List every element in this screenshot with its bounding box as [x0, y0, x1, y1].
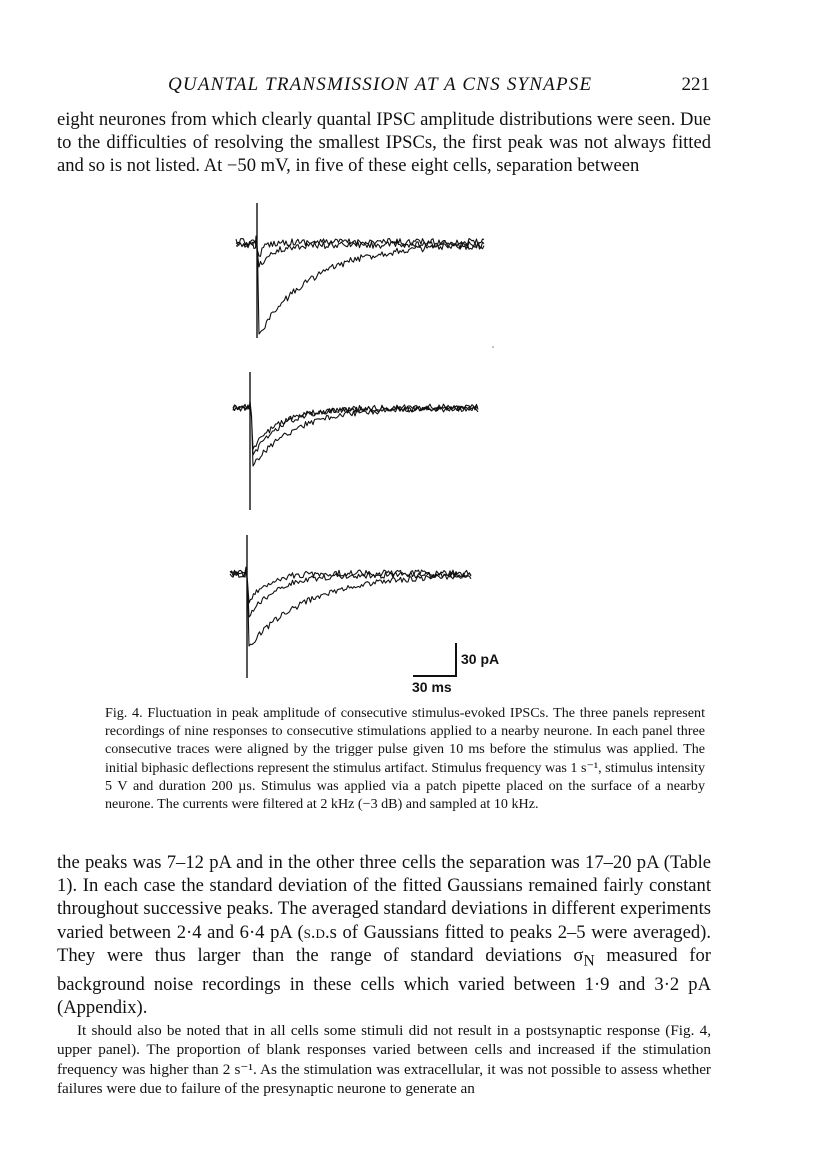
figure-caption: [105, 704, 705, 813]
running-title: QUANTAL TRANSMISSION AT A CNS SYNAPSE: [168, 74, 593, 95]
scale-bar-horizontal-label: 30 ms: [412, 679, 452, 695]
body-mid-text-2: s of Gaussians fitted to peaks 2–5 were averaged). They were thus larger than the range of standard deviations σ: [57, 921, 711, 966]
panel-2-traces: [233, 401, 478, 466]
caption-label: Fig. 4.: [105, 705, 143, 721]
panel-1-traces: [236, 236, 484, 334]
page-number: 221: [681, 74, 710, 95]
body-mid-text-3: measured for background noise recordings in these cells which varied between 1·9 and 3·2 pA (Appendix).: [57, 944, 711, 1018]
sd-abbreviation: s.d.: [303, 921, 330, 943]
scale-bar: [412, 643, 499, 695]
body-paragraph-top: eight neurones from which clearly quantal IPSC amplitude distributions were seen. Due to the difficulties of resolving the smallest IPSCs, the first peak was not always fitted and so is not listed. At −50 mV, in five of these eight cells, separation between: [57, 109, 711, 177]
panel-3-traces: [230, 567, 471, 646]
body-paragraph-small: It should also be noted that in all cells some stimuli did not result in a postsynaptic response (Fig. 4, upper panel). The proportion of blank responses varied between cells and increased if the stimulation frequency was higher than 2 s⁻¹. As the stimulation was extracellular, it was not possible to assess whether failures were due to failure of the presynaptic neurone to generate an: [57, 1022, 711, 1098]
scale-bar-vertical-label: 30 pA: [461, 651, 500, 667]
page-header: [168, 74, 712, 100]
body-paragraph-middle: [57, 851, 711, 1019]
speck-mark: [492, 346, 494, 348]
body-mid-text-1: the peaks was 7–12 pA and in the other three cells the separation was 17–20 pA (Table 1). In each case the standard deviation of the fitted Gaussians remained fairly constant throughout successive peaks. The averaged standard deviations in different experiments varied between 2·4 and 6·4 pA (: [57, 852, 711, 943]
caption-text: Fluctuation in peak amplitude of consecutive stimulus-evoked IPSCs. The three panels represent recordings of nine responses to consecutive stimulations applied to a nearby neurone. In each panel three consecutive traces were aligned by the trigger pulse given 10 ms before the stimulus was applied. The initial biphasic deflections represent the stimulus artifact. Stimulus frequency was 1 s⁻¹, stimulus intensity 5 V and duration 200 µs. Stimulus was applied via a patch pipette placed on the surface of a nearby neurone. The currents were filtered at 2 kHz (−3 dB) and sampled at 10 kHz.: [105, 705, 705, 813]
sigma-subscript: N: [583, 952, 595, 970]
